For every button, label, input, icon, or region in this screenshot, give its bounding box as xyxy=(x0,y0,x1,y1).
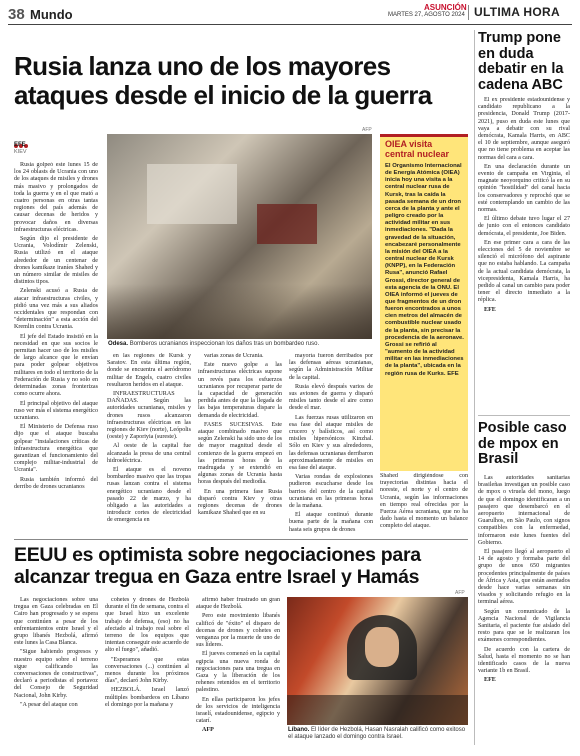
paragraph: El jueves comenzó en la capital egipcia una nueva ronda de negociaciones para una tregua en Gaza y la liberación de los rehenes retenidos en el territorio palestino. xyxy=(196,651,280,694)
paragraph: Rusia golpeó este lunes 15 de los 24 oblasts de Ucrania con uno de los ataques de misiles y drones más masivo y prolongados de toda la guerra y en el que mató a cuatro personas en otras tantas regiones del país además de causar decenas de heridos y provocar daños en diversas infraestructuras eléctricas. xyxy=(14,162,98,233)
mpox-story-body xyxy=(478,475,570,747)
paragraph: Zelenski acusó a Rusia de atacar infraestructuras civiles, y pidió una vez más a sus aliados occidentales que respondan con "determinación" a esta acción del Kremlin contra Ucrania. xyxy=(14,288,98,331)
caption-place: Odesa. xyxy=(108,341,129,347)
paragraph: FASES SUCESIVAS. Este ataque combinado masivo que según Zelenski ha sido uno de los de mayor magnitud desde el comienzo de la guerra empezó en las primeras horas de la madrugada y se extendió en algunas zonas de Ucrania hasta horas después del mediodía. xyxy=(198,421,282,486)
second-story-col2 xyxy=(105,597,189,747)
second-story-col3 xyxy=(196,597,280,747)
paragraph: El ex presidente estadounidense y candidato republicano a la presidencia, Donald Trump (2017-2021), puso en duda este lunes que vaya a debatir con su rival demócrata, Kamala Harris, en ABC el 10 de septiembre, aunque aseguró que no tiene problema en aceptar las normas del cara a cara. xyxy=(478,97,570,161)
sidebar-body: El Organismo Internacional de Energía Atómica (OIEA) inicia hoy una visita a la central nuclear rusa de Kursk, tras la caída la pasada semana de un dron cerca de la planta y ante el peligro creado por la actividad militar en sus inmediaciones. "Dada la gravedad de la situación, encabezaré personalmente la misión del OIEA a la central nuclear de Kursk (KNPP), en la Federación Rusa", anunció Rafael Grossi, director general de esta agencia de la ONU. El OIEA informó el jueves de que fragmentos de un dron fueron encontrados a unos cien metros del almacén de combustible nuclear usado de la planta, sin precisar la procedencia de la aeronave. Grossi se refirió al "aumento de la actividad militar en las inmediaciones de la planta", ubicada en la región rusa de Kurks. xyxy=(385,163,464,377)
paragraph: "A pesar del ataque con xyxy=(20,701,78,708)
paragraph: Este nuevo golpe a las infraestructuras eléctricas supone un revés para los esfuerzos ucranianos por recuperar parte de la capacidad de generación perdida antes de que la llegada de las bajas temperaturas dispare la demanda de electricidad. xyxy=(198,362,282,419)
main-headline-line1: Rusia lanza uno de los mayores xyxy=(14,51,391,81)
right-column-divider xyxy=(474,30,475,745)
sidebar-title-line2: central nuclear xyxy=(385,148,450,159)
sidebar-title xyxy=(385,140,449,159)
paragraph: El pasajero llegó al aeropuerto el 14 de agosto y formaba parte del grupo de unos 650 migrantes procedentes principalmente de países de África y Asia, que están asentados desde hace varias semanas sin visados y solicitando refugio en la terminal aérea. xyxy=(478,549,570,606)
mpox-headline: Posible caso de mpox en Brasil xyxy=(478,420,567,467)
paragraph: "Sigue habiendo progresos y nuestro equipo sobre el terreno sigue calificando las conversaciones de constructivas", declaró a periodistas el portavoz del Consejo de Seguridad Nacional, John Kirby. xyxy=(14,649,98,699)
sidebar-title-line1: OIEA visita xyxy=(385,139,433,149)
paragraph: afirmó haber frustrado un gran ataque de Hezbolá. xyxy=(196,597,280,611)
paragraph: HEZBOLÁ. Israel lanzó múltiples bombardeos en Líbano el domingo por la mañana y xyxy=(105,687,189,708)
paragraph: El principal objetivo del ataque ruso ver más el sistema energético ucraniano. xyxy=(14,400,98,421)
agency-tag: EFE xyxy=(484,677,496,684)
agency-tag: EFE xyxy=(484,306,496,313)
paragraph: De acuerdo con la cartera de Salud, hasta el momento no se han identificado casos de la nueva variante 1b en Brasil. xyxy=(478,646,570,675)
paragraph: en las regiones de Kursk y Saratov. En esta última región, donde se encuentra el aeródromo militar de Engels, cuatro civiles resultaron heridos en el ataque. xyxy=(107,353,191,388)
agency-tag: AFP xyxy=(202,727,214,734)
paragraph: El jefe del Estado insistió en la necesidad en que sus socios le permitan hacer uso de los misiles de largo alcance que le envían para poder golpear objetivos militares en todo el territorio de la Federación de Rusia y no solo en determinadas zonas fronterizas como ocurre ahora. xyxy=(14,333,98,398)
main-headline-line2: ataques desde el inicio de la guerra xyxy=(14,80,432,110)
second-photo-caption xyxy=(288,727,468,741)
paragraph: Pero este movimiento libanés calificó de "éxito" el disparo de decenas de drones y cohetes en venganza por la muerte de uno de sus líderes. xyxy=(196,613,280,649)
right-story-separator xyxy=(478,415,570,416)
paragraph: cohetes y drones de Hezbolá durante el fin de semana, contra el que Israel hizo un excelente trabajo de defensa, (eso) no ha afectado al trabajo real sobre el terreno de los equipos que intentan conseguir este acuerdo de alto el fuego", añadió. xyxy=(105,597,189,654)
main-story-photo xyxy=(107,134,372,339)
paragraph: El ataque continuó durante buena parte de la mañana con hasta seis grupos de drones xyxy=(289,512,373,533)
paragraph: En una primera fase Rusia disparó contra Kiev y otras regiones decenas de drones kamikaze Shahed que en su xyxy=(198,488,282,517)
trump-headline: Trump pone en duda debatir en la cadena ABC xyxy=(478,30,564,93)
caption-text: El líder de Hezbolá, Hasan Nasralah calificó como exitoso el ataque lanzado el domingo contra Israel. xyxy=(288,727,466,740)
byline-agency: EFE xyxy=(14,142,26,148)
second-headline-line1: EEUU es optimista sobre negociaciones para xyxy=(14,544,421,566)
paragraph: Varias rondas de explosiones pudieron escucharse desde los barrios del centro de la capital ucraniana en las primeras horas de la mañana. xyxy=(289,474,373,510)
main-photo-credit: AFP xyxy=(362,127,372,133)
page-number: 38 xyxy=(8,6,25,23)
paragraph: "Esperamos que estas conversaciones (...) continúen al menos durante los próximos días", declaró John Kirby. xyxy=(105,656,189,685)
main-story-col1 xyxy=(14,162,98,534)
second-headline-line2: alcanzar tregua en Gaza entre Israel y Hamás xyxy=(14,566,420,588)
paragraph: En ellas participaron los jefes de los servicios de inteligencia israelí, estadounidense, egipcio y catarí. xyxy=(196,696,280,725)
paragraph: En ese primer cara a cara de las elecciones del 5 de noviembre se silenció el micrófono del aspirante que no estaba hablando. La campaña de la actual candidata demócrata, la vicepresidenta, Kamala Harris, ha pedido al canal un cambio para poder tener el directo inmediato a la réplica. xyxy=(478,239,570,304)
hezbollah-photo xyxy=(287,597,468,725)
paragraph: INFRAESTRUCTURAS DAÑADAS. Según las autoridades ucranianas, misiles y drones rusos alcanzaron infraestructuras eléctricas en las regiones de Kiev (norte), Leópolis (oeste) y Zaporiyia (sureste). xyxy=(107,391,191,441)
second-headline xyxy=(14,544,468,588)
paragraph: varias zonas de Ucrania. xyxy=(204,353,264,359)
second-story-rule xyxy=(14,539,468,540)
second-photo-credit: AFP xyxy=(455,590,465,596)
section-label: Mundo xyxy=(30,7,73,22)
paragraph: El último debate tuvo lugar el 27 de junio con el entonces candidato demócrata, el presidente, Joe Biden. xyxy=(478,216,570,237)
paragraph: Las negociaciones sobre una tregua en Gaza celebradas en El Cairo han progresado y se espera que continúen a pesar de los enfrentamientos entre Israel y el grupo libanés Hezbolá, afirmó este lunes la Casa Blanca. xyxy=(14,597,98,647)
sidebar-accent-bar xyxy=(380,134,468,137)
sidebar-agency: EFE xyxy=(447,370,459,377)
main-story-col3 xyxy=(198,353,282,535)
paragraph: Según un comunicado de la Agencia Nacional de Vigilancia Sanitaria, el paciente fue aislado del resto para que se le realizaran los exámenes correspondientes. xyxy=(478,608,570,644)
main-story-col5-tail xyxy=(380,473,468,535)
byline-place: KIEV xyxy=(14,149,27,155)
sidebar-text xyxy=(385,163,464,463)
paragraph: Según dijo el presidente de Ucrania, Volodímir Zelenski, Rusia utilizó en el ataque alrededor de un centenar de drones kamikaze iraníes Shahed y un número similar de misiles de distintos tipos. xyxy=(14,236,98,286)
caption-place: Líbano. xyxy=(288,727,310,733)
brand-name: ASUNCIÓN xyxy=(424,3,467,12)
main-photo-caption xyxy=(108,341,372,348)
oiea-sidebar-box xyxy=(380,134,468,471)
paragraph: El ataque es el noveno bombardeo masivo que las tropas rusas lanzan contra el sistema energético ucraniano desde el pasado 22 de marzo, y ha obligado a las autoridades a introducir cortes de electricidad de emergencia en xyxy=(107,467,191,524)
byline-dots xyxy=(14,135,34,139)
trump-story-body xyxy=(478,97,570,400)
header-divider xyxy=(468,5,469,20)
issue-date: MARTES 27, AGOSTO 2024 xyxy=(388,12,465,18)
paragraph: Shahed dirigiéndose con trayectorias distintas hacia el noreste, el norte y el centro de Ucrania, según las informaciones en tiempo real ofrecidas por la Fuerza Aérea ucraniana, que no ha dado hasta el momento un balance completo del ataque. xyxy=(380,473,468,530)
main-story-col2 xyxy=(107,353,191,535)
paragraph: Las fuerzas rusas utilizaron en esa fase del ataque misiles de crucero y balísticos, así como misiles hipersónicos Kinzhal. Sólo en Kiev y sus alrededores, las defensas ucranianas derribaron aproximadamente de misiles en esa fase del ataque. xyxy=(289,414,373,472)
paragraph: El Ministerio de Defensa ruso dijo que el ataque buscaba golpear "instalaciones críticas de infraestructura energética que garantizan el funcionamiento del complejo militar-industrial de Ucrania". xyxy=(14,424,98,474)
paragraph: En una declaración durante un evento de campaña en Virginia, el magnate neoyorquino criticó la en su opinión "hostilidad" del canal hacia los conservadores y reprochó que se esté contemplando un cambio de las normas. xyxy=(478,163,570,214)
paragraph: Rusia elevó después varios de sus aviones de guerra y disparó misiles tanto desde el aire como desde el mar. xyxy=(289,383,373,412)
paragraph: Rusia también informó del derribo de drones ucranianos xyxy=(14,476,98,490)
paragraph: Las autoridades sanitarias brasileñas investigan un posible caso de mpox o viruela del mono, luego de que el domingo identificaran a un pasajero que desembarcó en el aeropuerto internacional de Guarulhos, en São Paulo, con signos compatibles con la enfermedad, informaron este lunes fuentes del Gobierno. xyxy=(478,475,570,546)
header-rule xyxy=(8,24,572,25)
main-story-col4 xyxy=(289,353,373,535)
paragraph: mayoría fueron derribados por las defensas aéreas ucranianas, según la Administración Militar de la capital. xyxy=(289,353,373,381)
second-story-col1 xyxy=(14,597,98,747)
paragraph: Al oeste de la capital fue alcanzada la presa de una central hidroeléctrica. xyxy=(107,443,191,464)
right-section-label: ULTIMA HORA xyxy=(474,5,560,19)
caption-text: Bomberos ucranianos inspeccionan los daños tras un bombardeo ruso. xyxy=(129,341,320,347)
main-headline xyxy=(14,52,454,110)
